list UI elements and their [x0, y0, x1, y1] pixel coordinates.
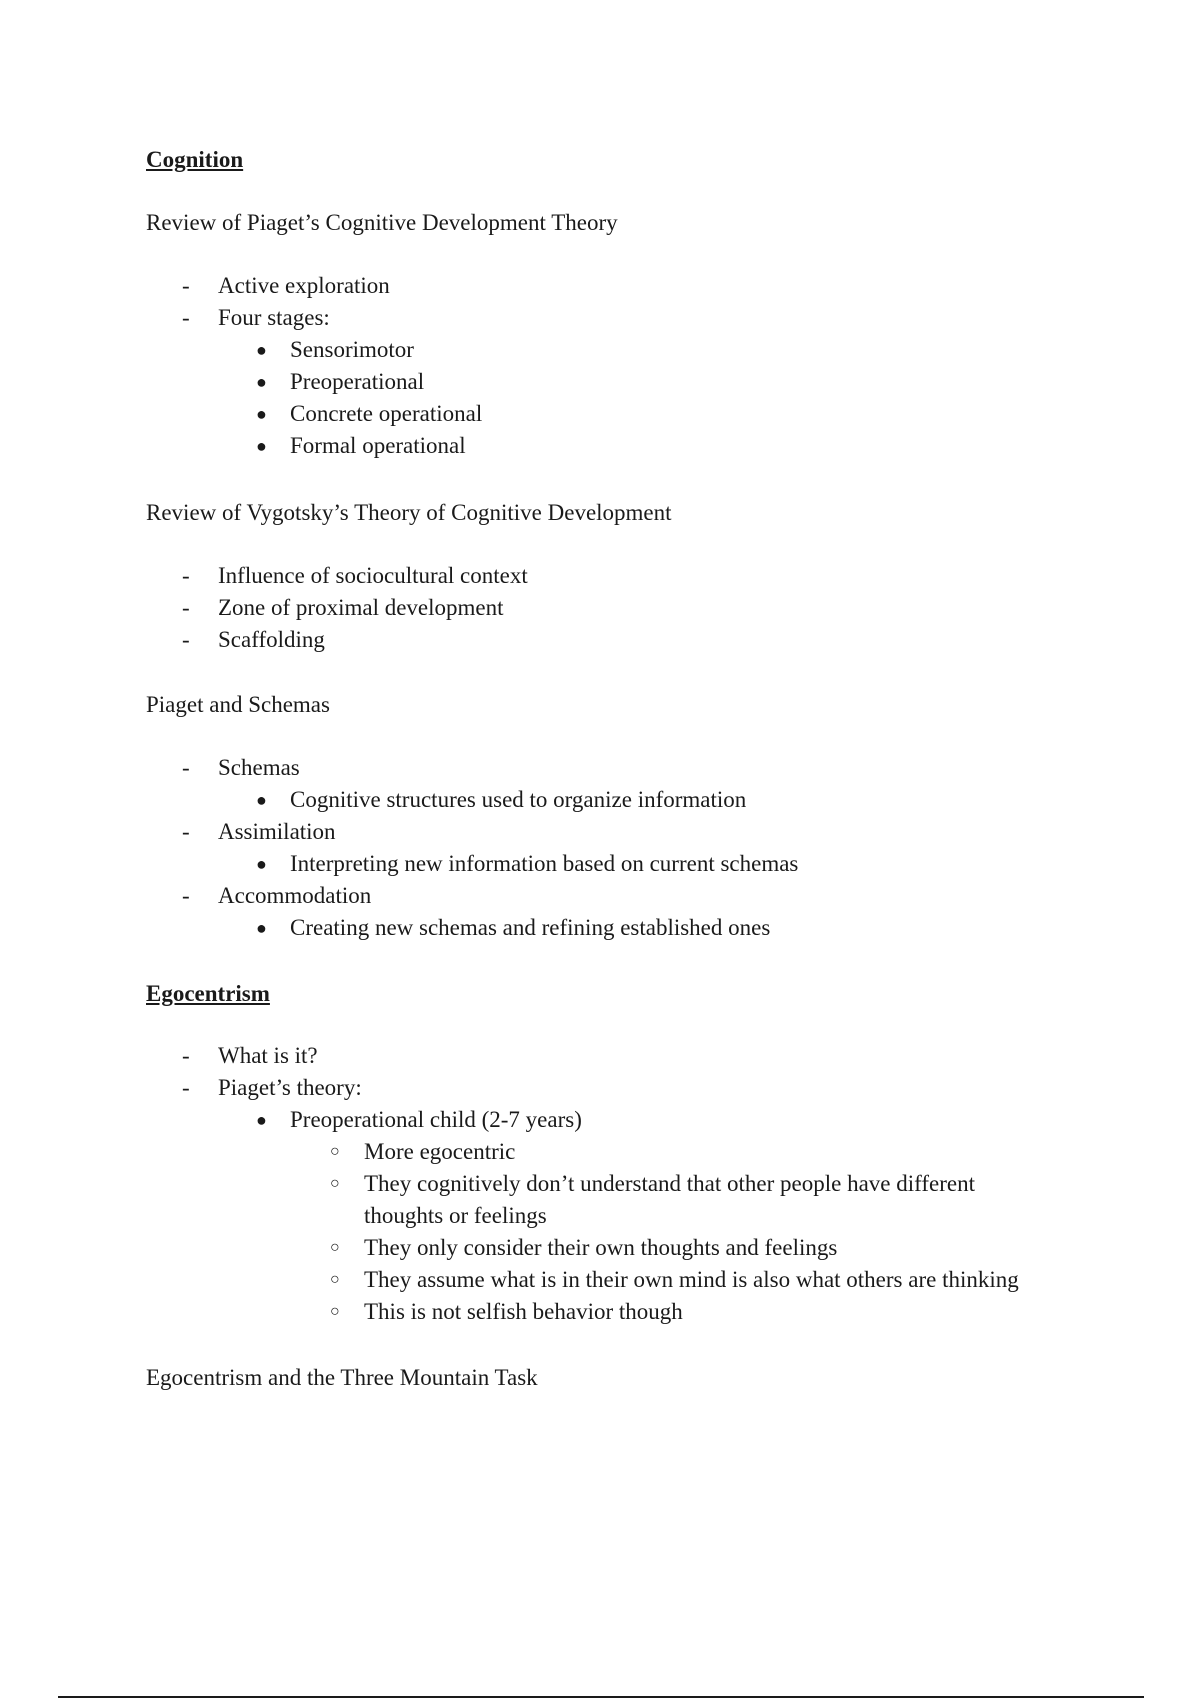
footer-divider	[58, 1696, 1144, 1698]
circle-bullet-icon: ○	[330, 1175, 340, 1192]
three-mountain-title: Egocentrism and the Three Mountain Task	[146, 1365, 538, 1390]
dash-marker: -	[182, 627, 190, 652]
bullet-icon: ●	[256, 340, 267, 360]
cognition-heading: Cognition	[146, 147, 244, 172]
dash-marker: -	[182, 273, 190, 298]
dash-marker: -	[182, 1075, 190, 1100]
circle-bullet-icon: ○	[330, 1143, 340, 1160]
vygotsky-review-title: Review of Vygotsky’s Theory of Cognitive Development	[146, 500, 672, 525]
egocentrism-heading: Egocentrism	[146, 981, 270, 1006]
dash-marker: -	[182, 755, 190, 780]
dash-marker: -	[182, 819, 190, 844]
bullet-icon: ●	[256, 1110, 267, 1130]
schemas-title: Piaget and Schemas	[146, 692, 330, 717]
dash-marker: -	[182, 563, 190, 588]
dash-marker: -	[182, 305, 190, 330]
bullet-icon: ●	[256, 790, 267, 810]
piaget-review-title: Review of Piaget’s Cognitive Development Theory	[146, 210, 618, 235]
bullet-icon: ●	[256, 854, 267, 874]
circle-bullet-icon: ○	[330, 1271, 340, 1288]
bullet-icon: ●	[256, 436, 267, 456]
circle-bullet-icon: ○	[330, 1239, 340, 1256]
bullet-icon: ●	[256, 918, 267, 938]
bullet-icon: ●	[256, 404, 267, 424]
dash-marker: -	[182, 883, 190, 908]
circle-bullet-icon: ○	[330, 1303, 340, 1320]
dash-marker: -	[182, 595, 190, 620]
bullet-icon: ●	[256, 372, 267, 392]
dash-marker: -	[182, 1043, 190, 1068]
